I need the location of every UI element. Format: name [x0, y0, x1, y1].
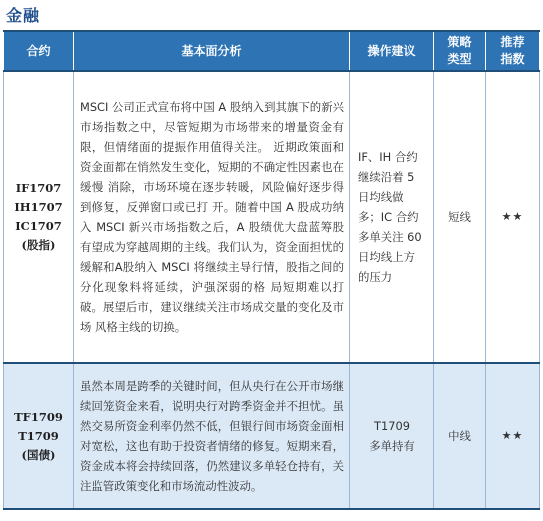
contract-code: IH1707: [14, 200, 63, 214]
advice-line: T1709: [374, 419, 410, 433]
advice-cell: [350, 363, 434, 509]
contract-cell: [4, 363, 74, 509]
strategy-cell: 中线: [434, 363, 486, 509]
advice-line: 多单持有: [369, 439, 415, 453]
header-strategy: [434, 31, 486, 71]
header-rating-line-1: 推荐: [500, 35, 525, 49]
header-advice: 操作建议: [350, 31, 434, 71]
analysis-text: MSCI 公司正式宣布将中国 A 股纳入到其旗下的新兴市场指数之中，尽管短期为市场带来的增量资金有限，但情绪面的提振作用值得关注。 近期政策面和资金面都在悄然发生变化，短期的不确定性因素也在缓慢 消除，市场环境在逐步转暖，风险偏好逐步得到修复，反弹窗口或已打 开。随着中国 A 股成功纳入 MSCI 新兴市场指数之后，A 股绩优大盘蓝筹股 有望成为穿越周期的主线。我们认为，资金面担忧的缓解和A股纳入 MSCI 将继续主导行情，股指之间的分化现象料将延续，沪强深弱的格 局短期难以打破。展望后市，建议继续关注市场成交量的变化及市场 风格主线的切换。: [80, 100, 344, 334]
header-strategy-line-2: 类型: [447, 52, 472, 66]
table-row-treasury: [4, 363, 540, 509]
table-row-stock-index: [4, 71, 540, 363]
analysis-text: 虽然本周是跨季的关键时间，但从央行在公开市场继续回笼资金来看，说明央行对跨季资金并不担忧。虽然交易所资金利率仍然不低，但银行间市场资金面相对宽松，这也有助于投资者情绪的修复。短期来看，资金成本将会持续回落，仍然建议多单轻仓持有，关注监管政策变化和市场流动性波动。: [80, 379, 344, 493]
section-title: 金融: [6, 6, 41, 25]
contract-cell: [4, 71, 74, 363]
contract-category: (股指): [21, 238, 56, 252]
table-header-row: [4, 31, 540, 71]
advice-text: IF、IH 合约继续沿着 5 日均线做多；IC 合约多单关注 60 日均线上方的压力: [358, 150, 422, 284]
contract-code: IC1707: [15, 219, 62, 233]
contract-code: IF1707: [15, 181, 62, 195]
analysis-cell: [74, 71, 350, 363]
header-strategy-line-1: 策略: [447, 35, 472, 49]
header-contract: 合约: [4, 31, 74, 71]
header-rating-line-2: 指数: [500, 52, 525, 66]
rating-stars: ★★: [486, 363, 540, 509]
futures-strategy-table: [3, 30, 540, 510]
contract-code: T1709: [18, 428, 59, 443]
strategy-cell: 短线: [434, 71, 486, 363]
header-rating: [486, 31, 540, 71]
rating-stars: ★★: [486, 71, 540, 363]
contract-category: (国债): [21, 447, 56, 462]
contract-code: TF1709: [14, 409, 63, 424]
analysis-cell: [74, 363, 350, 509]
advice-cell: [350, 71, 434, 363]
header-analysis: 基本面分析: [74, 31, 350, 71]
